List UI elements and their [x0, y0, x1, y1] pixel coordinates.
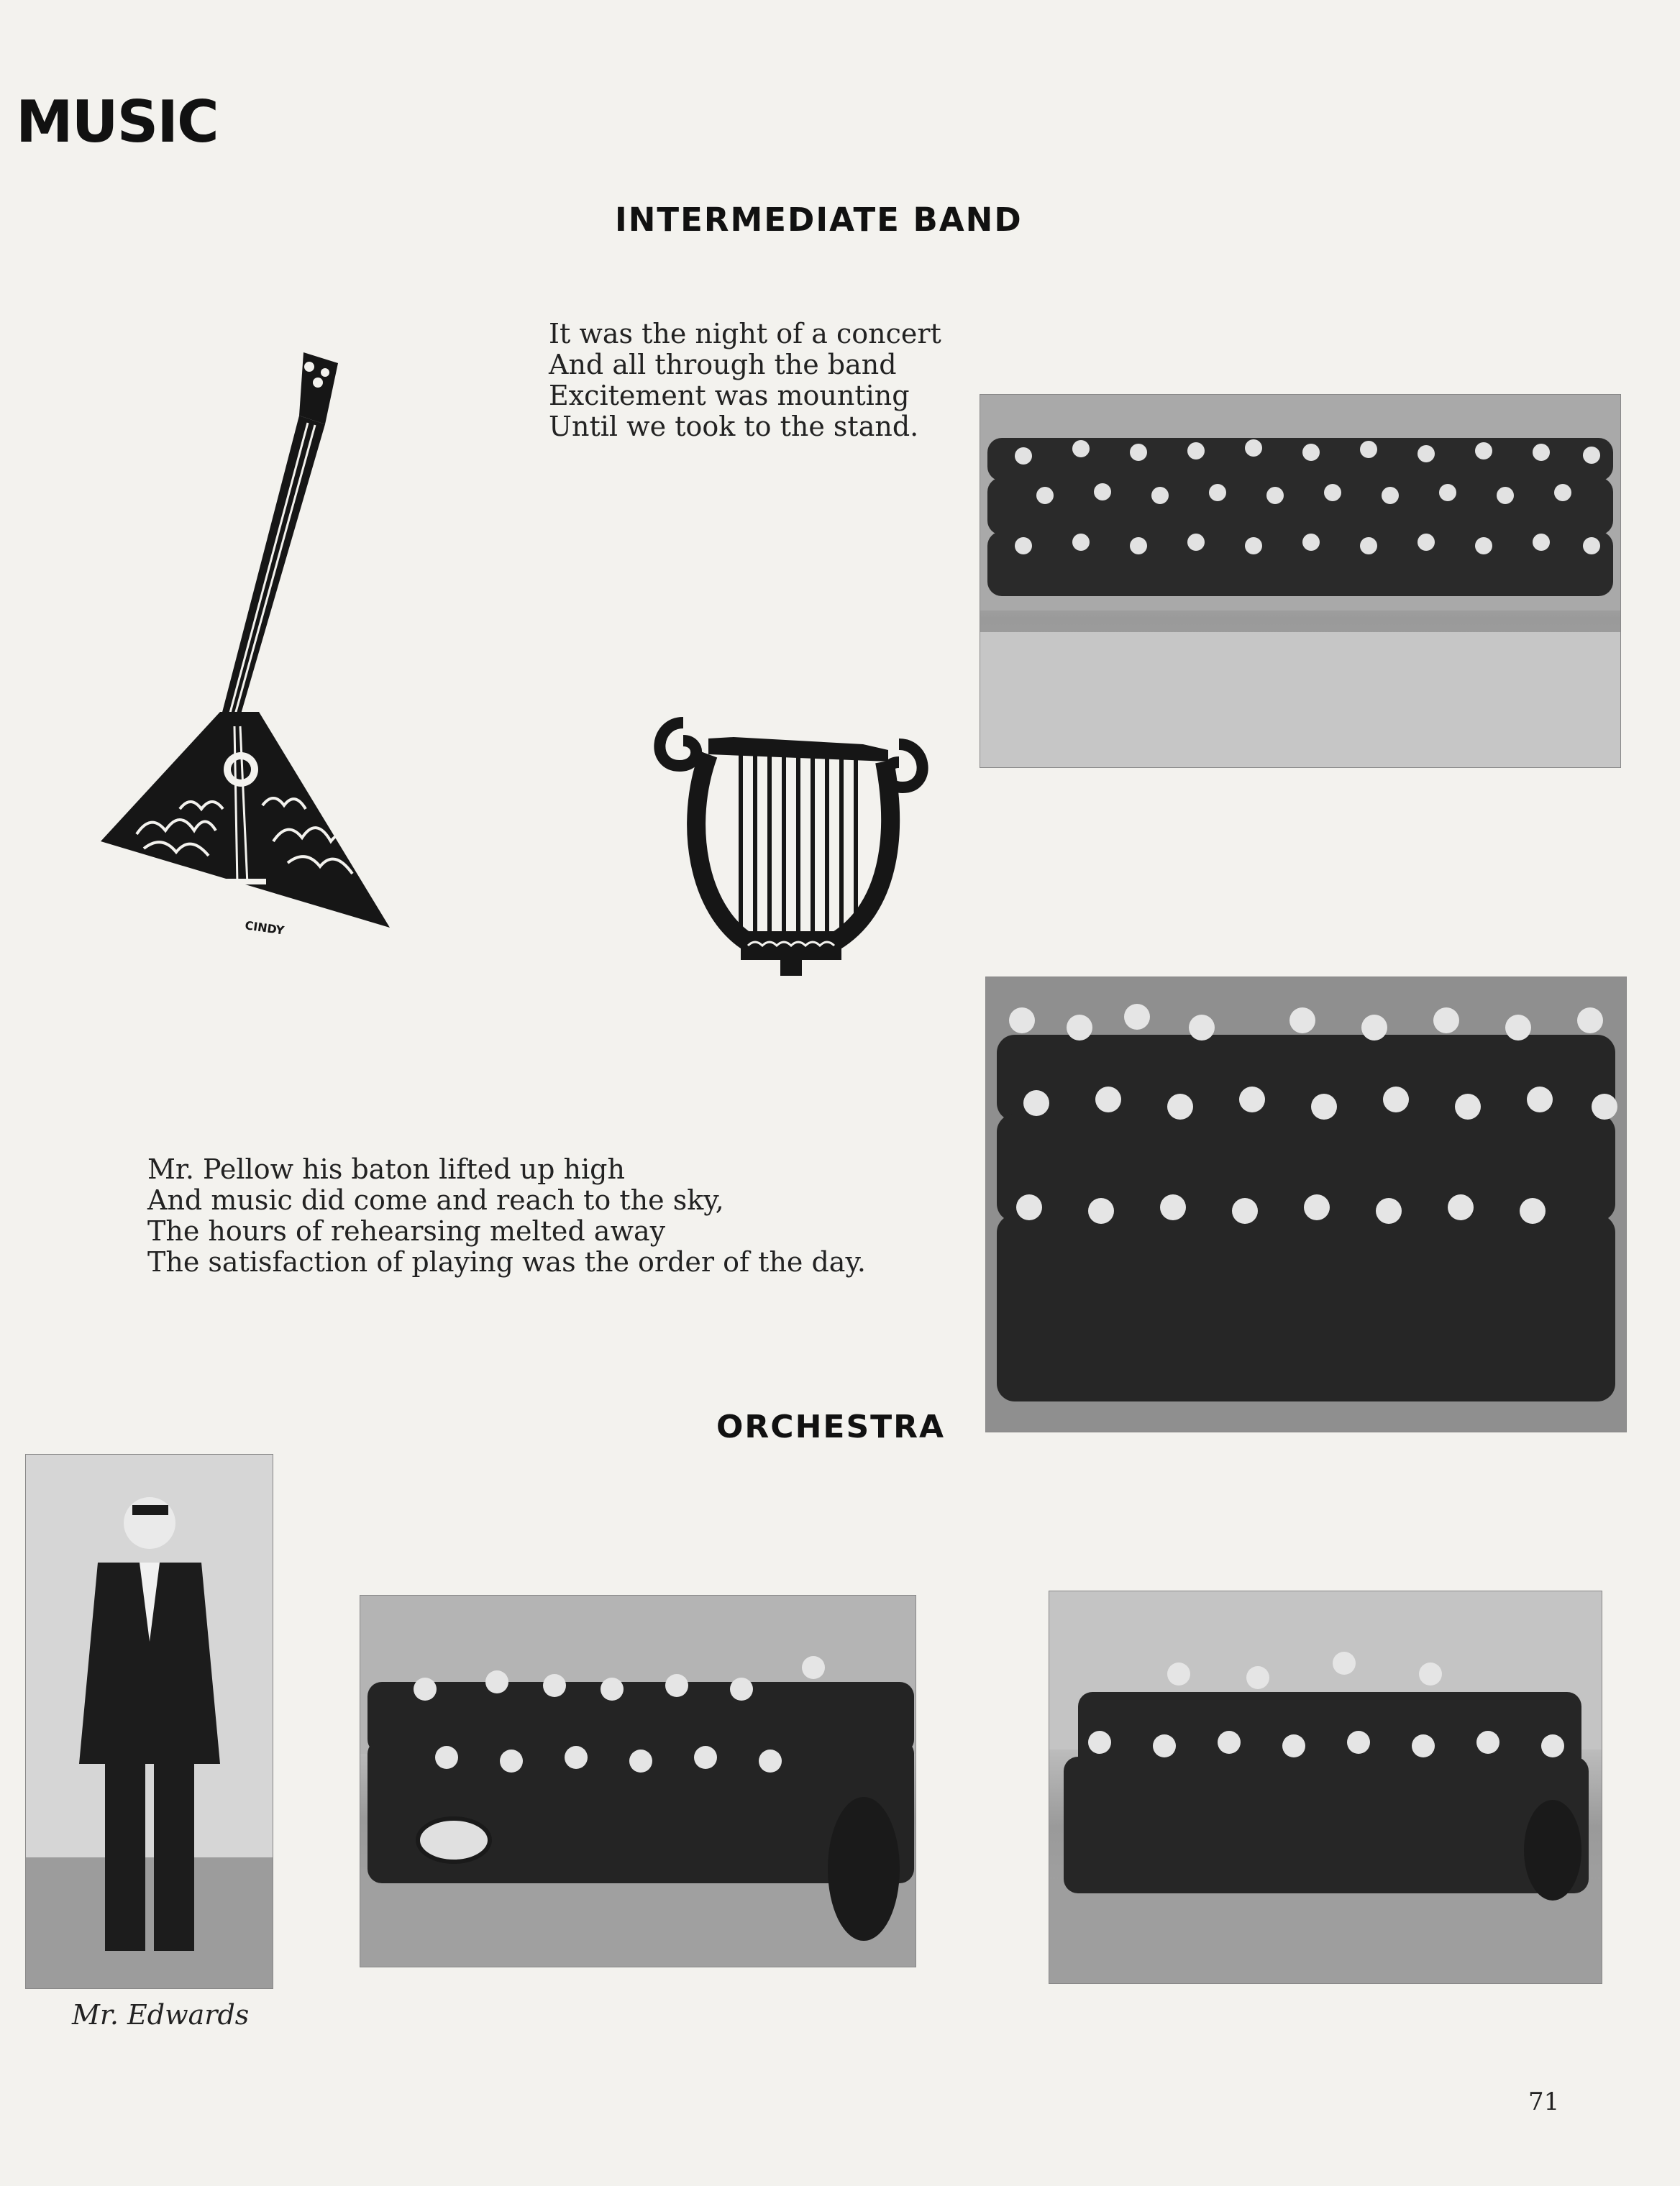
page-number: 71	[1528, 2087, 1560, 2116]
poem-line: And music did come and reach to the sky,	[147, 1184, 724, 1216]
poem-line: Until we took to the stand.	[549, 411, 919, 442]
poem-line: Mr. Pellow his baton lifted up high	[147, 1153, 625, 1185]
illustration-signature: CINDY	[244, 918, 286, 938]
poem-line: The satisfaction of playing was the order of the day.	[147, 1246, 866, 1278]
conductor-portrait-photo	[25, 1454, 273, 1989]
poem-line: Excitement was mounting	[549, 380, 910, 411]
orchestra-group-photo	[985, 977, 1627, 1432]
section-title-orchestra: ORCHESTRA	[716, 1409, 946, 1445]
poem-line: And all through the band	[549, 349, 897, 380]
page-title: MUSIC	[16, 88, 218, 155]
conductor-caption: Mr. Edwards	[72, 1999, 250, 2031]
intermediate-band-photo	[980, 394, 1621, 768]
poem-intermediate-band	[549, 319, 941, 442]
poem-line: The hours of rehearsing melted away	[147, 1215, 666, 1247]
section-title-intermediate-band: INTERMEDIATE BAND	[615, 201, 1023, 239]
balalaika-illustration	[93, 338, 403, 942]
poem-orchestra	[147, 1154, 866, 1278]
poem-line: It was the night of a concert	[549, 318, 941, 349]
lyre-illustration	[640, 694, 942, 989]
orchestra-photo-1	[360, 1595, 916, 1967]
orchestra-photo-2	[1049, 1591, 1602, 1984]
